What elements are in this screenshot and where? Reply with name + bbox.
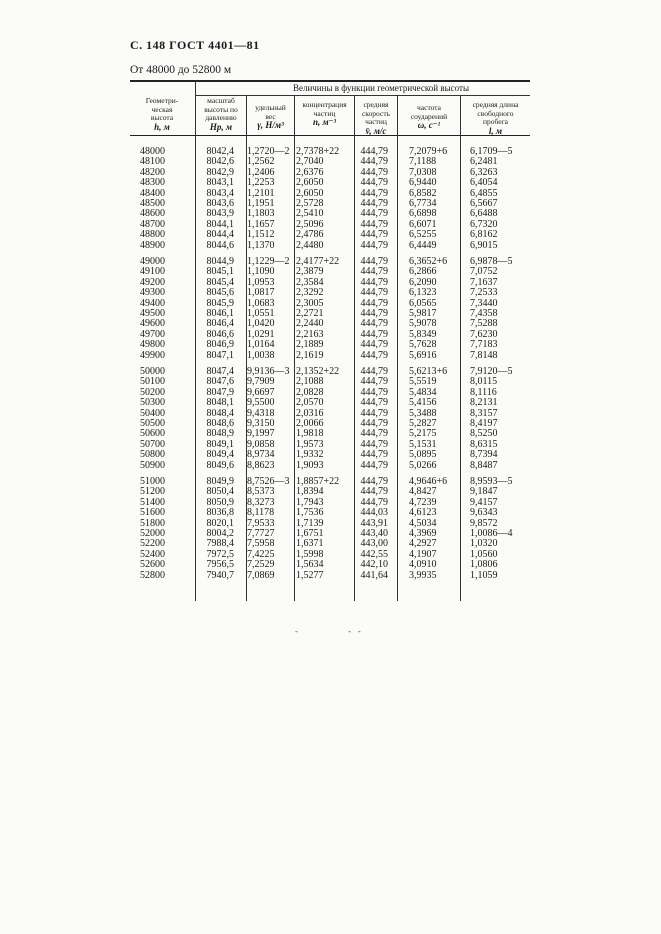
cell-mean-speed: 444,79 <box>360 297 388 309</box>
cell-mean-speed: 444,79 <box>360 166 388 178</box>
cell-concentration: 2,4480 <box>296 239 324 251</box>
cell-pressure-scale: 8036,8 <box>206 507 234 519</box>
cell-collision-frequency: 4,8427 <box>409 486 437 498</box>
cell-mean-free-path: 6,5667 <box>470 198 498 209</box>
cell-mean-free-path: 7,7183 <box>470 339 498 351</box>
cell-mean-speed: 444,79 <box>360 386 388 398</box>
cell-height: 52400 <box>140 548 165 560</box>
cell-collision-frequency: 4,9646+6 <box>409 476 448 487</box>
col-header-mean-free-path: средняя длина свободного пробега l, м <box>472 100 519 136</box>
cell-mean-free-path: 8,4197 <box>470 418 498 429</box>
cell-mean-free-path: 8,8487 <box>470 459 498 471</box>
cell-concentration: 1,9332 <box>296 449 324 461</box>
cell-pressure-scale: 8043,6 <box>206 198 234 209</box>
cell-mean-speed: 444,79 <box>360 328 388 340</box>
cell-concentration: 2,7378+22 <box>296 146 340 157</box>
cell-concentration: 2,7040 <box>296 156 324 168</box>
col-header-specific-weight: удельный вес γ, Н/м³ <box>255 103 286 130</box>
cell-mean-speed: 444,79 <box>360 349 388 361</box>
cell-pressure-scale: 8047,1 <box>206 349 234 361</box>
cell-specific-weight: 1,2253 <box>247 177 275 189</box>
cell-mean-free-path: 8,1116 <box>470 386 497 398</box>
cell-mean-speed: 442,10 <box>360 559 388 571</box>
cell-collision-frequency: 5,4834 <box>409 386 437 398</box>
cell-collision-frequency: 6,7734 <box>409 198 437 209</box>
cell-pressure-scale: 8044,6 <box>206 239 234 251</box>
cell-pressure-scale: 8047,9 <box>206 386 234 398</box>
cell-height: 52000 <box>140 528 165 539</box>
cell-collision-frequency: 5,0895 <box>409 449 437 461</box>
cell-height: 48500 <box>140 198 165 209</box>
cell-specific-weight: 1,0683 <box>247 297 275 309</box>
cell-collision-frequency: 7,0308 <box>409 166 437 178</box>
col-divider-6 <box>460 95 461 601</box>
cell-height: 52600 <box>140 559 165 571</box>
cell-specific-weight: 1,1090 <box>247 266 275 278</box>
cell-mean-speed: 444,79 <box>360 256 388 267</box>
cell-pressure-scale: 7956,5 <box>206 559 234 571</box>
cell-concentration: 2,2440 <box>296 318 324 330</box>
cell-mean-speed: 444,79 <box>360 486 388 498</box>
cell-mean-free-path: 6,1709—5 <box>470 146 513 157</box>
cell-height: 49900 <box>140 349 165 361</box>
cell-mean-free-path: 8,9593—5 <box>470 476 513 487</box>
cell-mean-speed: 444,79 <box>360 276 388 288</box>
cell-specific-weight: 1,0953 <box>247 276 275 288</box>
cell-height: 50500 <box>140 418 165 429</box>
cell-concentration: 2,0570 <box>296 397 324 409</box>
cell-pressure-scale: 8048,9 <box>206 428 234 440</box>
footer-mark: - - <box>348 626 361 636</box>
cell-mean-free-path: 9,8572 <box>470 517 498 529</box>
cell-mean-free-path: 7,5288 <box>470 318 498 330</box>
cell-concentration: 2,4177+22 <box>296 256 340 267</box>
cell-mean-speed: 444,79 <box>360 366 388 377</box>
cell-mean-free-path: 7,9120—5 <box>470 366 513 377</box>
cell-height: 48000 <box>140 146 165 157</box>
cell-collision-frequency: 4,3969 <box>409 528 437 539</box>
cell-mean-free-path: 1,0086—4 <box>470 528 513 539</box>
cell-collision-frequency: 5,0266 <box>409 459 437 471</box>
cell-mean-free-path: 7,4358 <box>470 308 498 319</box>
cell-mean-speed: 444,79 <box>360 266 388 278</box>
cell-height: 48800 <box>140 229 165 241</box>
cell-specific-weight: 7,4225 <box>247 548 275 560</box>
cell-pressure-scale: 8048,4 <box>206 407 234 419</box>
cell-collision-frequency: 7,2079+6 <box>409 146 448 157</box>
cell-concentration: 2,1619 <box>296 349 324 361</box>
cell-specific-weight: 1,0164 <box>247 339 275 351</box>
cell-mean-speed: 444,79 <box>360 177 388 189</box>
cell-concentration: 2,5728 <box>296 198 324 209</box>
cell-mean-free-path: 9,1847 <box>470 486 498 498</box>
cell-concentration: 2,6376 <box>296 166 324 178</box>
cell-specific-weight: 1,1229—2 <box>247 256 290 267</box>
cell-height: 50700 <box>140 438 165 450</box>
cell-mean-speed: 444,79 <box>360 339 388 351</box>
cell-collision-frequency: 6,1323 <box>409 287 437 299</box>
cell-collision-frequency: 4,5034 <box>409 517 437 529</box>
cell-specific-weight: 8,8623 <box>247 459 275 471</box>
cell-height: 49500 <box>140 308 165 319</box>
cell-concentration: 1,7943 <box>296 496 324 508</box>
group-header: Величины в функции геометрической высоты <box>292 83 470 93</box>
cell-pressure-scale: 8045,9 <box>206 297 234 309</box>
cell-pressure-scale: 8042,4 <box>206 146 234 157</box>
cell-specific-weight: 1,0038 <box>247 349 275 361</box>
cell-mean-free-path: 6,4855 <box>470 187 498 199</box>
cell-height: 49100 <box>140 266 165 278</box>
cell-mean-speed: 444,79 <box>360 208 388 220</box>
cell-concentration: 2,0066 <box>296 418 324 429</box>
cell-mean-free-path: 8,3157 <box>470 407 498 419</box>
table-top-rule <box>130 80 530 82</box>
cell-specific-weight: 8,5373 <box>247 486 275 498</box>
cell-collision-frequency: 5,9817 <box>409 308 437 319</box>
cell-specific-weight: 9,4318 <box>247 407 275 419</box>
cell-height: 51000 <box>140 476 165 487</box>
cell-mean-free-path: 6,9878—5 <box>470 256 513 267</box>
cell-mean-free-path: 7,3440 <box>470 297 498 309</box>
cell-pressure-scale: 8047,6 <box>206 376 234 388</box>
cell-collision-frequency: 5,8349 <box>409 328 437 340</box>
cell-specific-weight: 1,1370 <box>247 239 275 251</box>
col-header-height: Геометри- ческая высота h, м <box>145 96 179 132</box>
cell-pressure-scale: 8050,9 <box>206 496 234 508</box>
cell-concentration: 2,6050 <box>296 177 324 189</box>
cell-specific-weight: 1,1951 <box>247 198 275 209</box>
cell-pressure-scale: 8044,1 <box>206 218 234 230</box>
cell-concentration: 1,9573 <box>296 438 324 450</box>
cell-specific-weight: 1,0817 <box>247 287 275 299</box>
cell-specific-weight: 8,1178 <box>247 507 275 519</box>
cell-specific-weight: 9,3150 <box>247 418 275 429</box>
cell-collision-frequency: 5,2827 <box>409 418 437 429</box>
cell-pressure-scale: 8044,9 <box>206 256 234 267</box>
cell-collision-frequency: 5,5519 <box>409 376 437 388</box>
cell-concentration: 2,0316 <box>296 407 324 419</box>
cell-collision-frequency: 5,1531 <box>409 438 437 450</box>
col-header-collision-frequency: частота соударений ω, с⁻¹ <box>410 103 448 130</box>
cell-height: 48900 <box>140 239 165 251</box>
cell-concentration: 1,5277 <box>296 569 324 581</box>
cell-specific-weight: 8,3273 <box>247 496 275 508</box>
cell-pressure-scale: 8044,4 <box>206 229 234 241</box>
cell-height: 50300 <box>140 397 165 409</box>
cell-height: 50900 <box>140 459 165 471</box>
cell-mean-speed: 444,79 <box>360 229 388 241</box>
cell-mean-free-path: 1,0320 <box>470 538 498 550</box>
cell-height: 50100 <box>140 376 165 388</box>
cell-mean-speed: 444,79 <box>360 397 388 409</box>
cell-pressure-scale: 8048,1 <box>206 397 234 409</box>
cell-height: 48700 <box>140 218 165 230</box>
cell-mean-speed: 442,55 <box>360 548 388 560</box>
cell-specific-weight: 1,0551 <box>247 308 275 319</box>
cell-collision-frequency: 4,2927 <box>409 538 437 550</box>
cell-concentration: 1,6371 <box>296 538 324 550</box>
cell-pressure-scale: 8043,9 <box>206 208 234 220</box>
cell-height: 49200 <box>140 276 165 288</box>
cell-specific-weight: 1,2101 <box>247 187 275 199</box>
cell-concentration: 1,7536 <box>296 507 324 519</box>
cell-height: 52800 <box>140 569 165 581</box>
cell-concentration: 2,1889 <box>296 339 324 351</box>
cell-concentration: 1,7139 <box>296 517 324 529</box>
cell-mean-free-path: 6,2481 <box>470 156 498 168</box>
cell-concentration: 2,2721 <box>296 308 324 319</box>
cell-specific-weight: 9,5500 <box>247 397 275 409</box>
cell-pressure-scale: 8046,4 <box>206 318 234 330</box>
cell-specific-weight: 7,7727 <box>247 528 275 539</box>
cell-collision-frequency: 5,6213+6 <box>409 366 448 377</box>
cell-specific-weight: 1,1512 <box>247 229 275 241</box>
cell-mean-free-path: 7,2533 <box>470 287 498 299</box>
cell-concentration: 2,1088 <box>296 376 324 388</box>
cell-collision-frequency: 4,6123 <box>409 507 437 519</box>
cell-concentration: 2,3584 <box>296 276 324 288</box>
cell-concentration: 1,6751 <box>296 528 324 539</box>
cell-specific-weight: 9,1997 <box>247 428 275 440</box>
page-header: С. 148 ГОСТ 4401—81 <box>130 38 260 52</box>
cell-mean-speed: 443,00 <box>360 538 388 550</box>
cell-collision-frequency: 6,6898 <box>409 208 437 220</box>
cell-concentration: 2,5410 <box>296 208 324 220</box>
cell-height: 48300 <box>140 177 165 189</box>
cell-specific-weight: 1,2406 <box>247 166 275 178</box>
cell-specific-weight: 8,7526—3 <box>247 476 290 487</box>
cell-collision-frequency: 6,2090 <box>409 276 437 288</box>
cell-height: 51400 <box>140 496 165 508</box>
cell-pressure-scale: 8046,1 <box>206 308 234 319</box>
cell-mean-speed: 443,40 <box>360 528 388 539</box>
col-header-pressure-scale: масштаб высоты по давлению Hp, м <box>204 96 238 132</box>
cell-specific-weight: 1,0291 <box>247 328 275 340</box>
cell-pressure-scale: 8045,6 <box>206 287 234 299</box>
cell-collision-frequency: 6,6071 <box>409 218 437 230</box>
cell-concentration: 2,5096 <box>296 218 324 230</box>
cell-collision-frequency: 5,9078 <box>409 318 437 330</box>
cell-collision-frequency: 7,1188 <box>409 156 437 168</box>
cell-mean-speed: 443,91 <box>360 517 388 529</box>
cell-pressure-scale: 8049,6 <box>206 459 234 471</box>
cell-collision-frequency: 5,6916 <box>409 349 437 361</box>
cell-mean-speed: 444,79 <box>360 239 388 251</box>
cell-specific-weight: 7,2529 <box>247 559 275 571</box>
cell-mean-speed: 444,79 <box>360 218 388 230</box>
cell-mean-free-path: 8,7394 <box>470 449 498 461</box>
cell-mean-free-path: 7,1637 <box>470 276 498 288</box>
cell-mean-free-path: 7,6230 <box>470 328 498 340</box>
cell-pressure-scale: 8049,4 <box>206 449 234 461</box>
col-header-concentration: концентрация частиц n, м⁻³ <box>302 100 347 127</box>
cell-specific-weight: 1,1657 <box>247 218 275 230</box>
cell-collision-frequency: 6,3652+6 <box>409 256 448 267</box>
cell-height: 49700 <box>140 328 165 340</box>
cell-height: 49600 <box>140 318 165 330</box>
column-header-rule <box>130 135 530 136</box>
cell-mean-speed: 444,79 <box>360 496 388 508</box>
cell-mean-speed: 444,79 <box>360 459 388 471</box>
cell-pressure-scale: 7972,5 <box>206 548 234 560</box>
cell-mean-free-path: 8,0115 <box>470 376 498 388</box>
col-divider-5 <box>397 95 398 601</box>
cell-specific-weight: 9,9136—3 <box>247 366 290 377</box>
cell-specific-weight: 1,2720—2 <box>247 146 290 157</box>
cell-collision-frequency: 5,3488 <box>409 407 437 419</box>
cell-concentration: 2,3292 <box>296 287 324 299</box>
cell-specific-weight: 7,0869 <box>247 569 275 581</box>
cell-pressure-scale: 8020,1 <box>206 517 234 529</box>
cell-mean-free-path: 6,7320 <box>470 218 498 230</box>
cell-concentration: 2,0828 <box>296 386 324 398</box>
cell-pressure-scale: 8046,6 <box>206 328 234 340</box>
cell-collision-frequency: 5,4156 <box>409 397 437 409</box>
page-subtitle: От 48000 до 52800 м <box>130 64 232 76</box>
cell-pressure-scale: 7940,7 <box>206 569 234 581</box>
cell-mean-free-path: 7,0752 <box>470 266 498 278</box>
cell-pressure-scale: 8049,1 <box>206 438 234 450</box>
cell-pressure-scale: 8042,6 <box>206 156 234 168</box>
cell-collision-frequency: 5,2175 <box>409 428 437 440</box>
cell-pressure-scale: 8046,9 <box>206 339 234 351</box>
cell-mean-speed: 444,79 <box>360 428 388 440</box>
cell-mean-free-path: 6,8162 <box>470 229 498 241</box>
cell-mean-free-path: 1,0560 <box>470 548 498 560</box>
cell-height: 50800 <box>140 449 165 461</box>
cell-mean-speed: 444,79 <box>360 198 388 209</box>
cell-collision-frequency: 6,9440 <box>409 177 437 189</box>
cell-specific-weight: 7,9533 <box>247 517 275 529</box>
cell-mean-free-path: 8,5250 <box>470 428 498 440</box>
cell-collision-frequency: 4,1907 <box>409 548 437 560</box>
cell-mean-speed: 444,79 <box>360 156 388 168</box>
cell-mean-speed: 444,79 <box>360 376 388 388</box>
cell-height: 51600 <box>140 507 165 519</box>
cell-mean-free-path: 9,4157 <box>470 496 498 508</box>
cell-height: 48600 <box>140 208 165 220</box>
cell-concentration: 1,9093 <box>296 459 324 471</box>
cell-pressure-scale: 8004,2 <box>206 528 234 539</box>
cell-mean-free-path: 6,4054 <box>470 177 498 189</box>
col-header-mean-speed: средняя скорость частиц v̄, м/с <box>361 100 391 136</box>
cell-specific-weight: 9,7909 <box>247 376 275 388</box>
cell-mean-speed: 444,03 <box>360 507 388 519</box>
cell-specific-weight: 1,2562 <box>247 156 275 168</box>
cell-mean-speed: 444,79 <box>360 187 388 199</box>
cell-collision-frequency: 5,7628 <box>409 339 437 351</box>
cell-mean-free-path: 8,2131 <box>470 397 498 409</box>
cell-collision-frequency: 4,7239 <box>409 496 437 508</box>
cell-height: 50600 <box>140 428 165 440</box>
cell-mean-speed: 444,79 <box>360 438 388 450</box>
cell-mean-free-path: 1,1059 <box>470 569 498 581</box>
cell-pressure-scale: 7988,4 <box>206 538 234 550</box>
cell-height: 50000 <box>140 366 165 377</box>
cell-concentration: 2,3879 <box>296 266 324 278</box>
cell-specific-weight: 1,0420 <box>247 318 275 330</box>
footer-mark: - <box>295 626 298 636</box>
cell-concentration: 2,6050 <box>296 187 324 199</box>
cell-concentration: 1,5634 <box>296 559 324 571</box>
cell-height: 49000 <box>140 256 165 267</box>
cell-height: 52200 <box>140 538 165 550</box>
cell-height: 49300 <box>140 287 165 299</box>
cell-collision-frequency: 6,8582 <box>409 187 437 199</box>
cell-concentration: 1,8857+22 <box>296 476 340 487</box>
cell-height: 49800 <box>140 339 165 351</box>
cell-concentration: 2,3005 <box>296 297 324 309</box>
cell-collision-frequency: 6,2866 <box>409 266 437 278</box>
cell-pressure-scale: 8050,4 <box>206 486 234 498</box>
cell-mean-speed: 441,64 <box>360 569 388 581</box>
cell-collision-frequency: 6,4449 <box>409 239 437 251</box>
cell-collision-frequency: 6,0565 <box>409 297 437 309</box>
cell-concentration: 1,5998 <box>296 548 324 560</box>
cell-concentration: 2,2163 <box>296 328 324 340</box>
cell-mean-speed: 444,79 <box>360 407 388 419</box>
cell-height: 49400 <box>140 297 165 309</box>
cell-collision-frequency: 3,9935 <box>409 569 437 581</box>
cell-mean-free-path: 6,6488 <box>470 208 498 220</box>
cell-mean-free-path: 9,6343 <box>470 507 498 519</box>
cell-pressure-scale: 8043,4 <box>206 187 234 199</box>
cell-concentration: 2,1352+22 <box>296 366 340 377</box>
cell-concentration: 1,9818 <box>296 428 324 440</box>
cell-mean-free-path: 6,3263 <box>470 166 498 178</box>
cell-height: 48400 <box>140 187 165 199</box>
cell-height: 48100 <box>140 156 165 168</box>
cell-mean-free-path: 7,8148 <box>470 349 498 361</box>
cell-specific-weight: 9,6697 <box>247 386 275 398</box>
cell-pressure-scale: 8042,9 <box>206 166 234 178</box>
cell-mean-speed: 444,79 <box>360 476 388 487</box>
cell-height: 48200 <box>140 166 165 178</box>
cell-pressure-scale: 8047,4 <box>206 366 234 377</box>
cell-specific-weight: 1,1803 <box>247 208 275 220</box>
cell-collision-frequency: 6,5255 <box>409 229 437 241</box>
cell-mean-speed: 444,79 <box>360 318 388 330</box>
cell-pressure-scale: 8049,9 <box>206 476 234 487</box>
cell-collision-frequency: 4,0910 <box>409 559 437 571</box>
cell-pressure-scale: 8045,1 <box>206 266 234 278</box>
cell-mean-speed: 444,79 <box>360 146 388 157</box>
cell-mean-free-path: 1,0806 <box>470 559 498 571</box>
cell-height: 51800 <box>140 517 165 529</box>
cell-pressure-scale: 8045,4 <box>206 276 234 288</box>
cell-height: 50200 <box>140 386 165 398</box>
cell-concentration: 1,8394 <box>296 486 324 498</box>
cell-pressure-scale: 8048,6 <box>206 418 234 429</box>
cell-mean-free-path: 6,9015 <box>470 239 498 251</box>
cell-concentration: 2,4786 <box>296 229 324 241</box>
cell-specific-weight: 8,9734 <box>247 449 275 461</box>
cell-mean-speed: 444,79 <box>360 308 388 319</box>
cell-height: 51200 <box>140 486 165 498</box>
cell-specific-weight: 7,5958 <box>247 538 275 550</box>
cell-specific-weight: 9,0858 <box>247 438 275 450</box>
cell-mean-speed: 444,79 <box>360 287 388 299</box>
cell-mean-speed: 444,79 <box>360 418 388 429</box>
cell-height: 50400 <box>140 407 165 419</box>
cell-pressure-scale: 8043,1 <box>206 177 234 189</box>
cell-mean-speed: 444,79 <box>360 449 388 461</box>
cell-mean-free-path: 8,6315 <box>470 438 498 450</box>
